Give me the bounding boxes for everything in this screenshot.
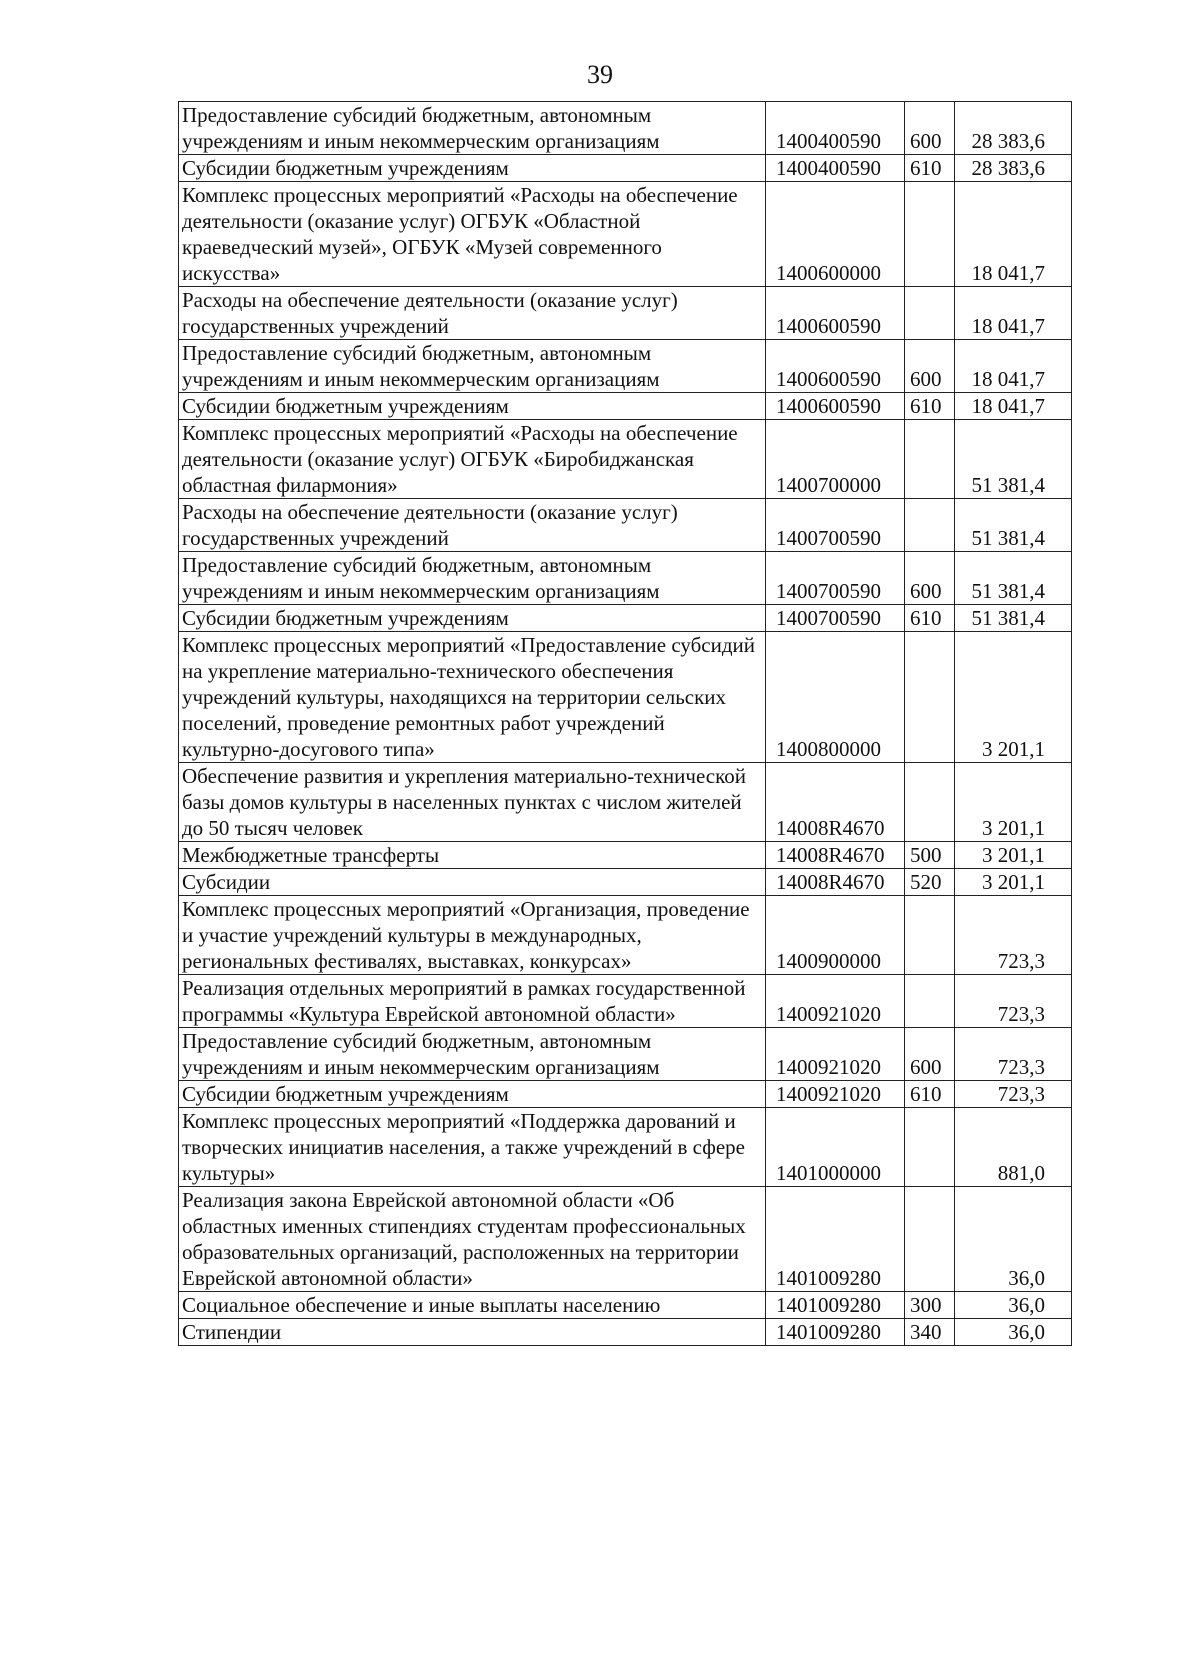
row-name-cell: Субсидии бюджетным учреждениям <box>179 155 766 182</box>
row-sum-cell: 36,0 <box>955 1319 1072 1346</box>
row-type-cell <box>905 420 955 499</box>
table-row <box>179 420 1072 499</box>
row-type-cell <box>905 287 955 340</box>
row-name-cell: Социальное обеспечение и иные выплаты населению <box>179 1292 766 1319</box>
row-sum-cell: 723,3 <box>955 896 1072 975</box>
table-row <box>179 340 1072 393</box>
row-code-cell: 1401009280 <box>766 1319 905 1346</box>
row-name-cell: Предоставление субсидий бюджетным, автономным учреждениям и иным некоммерческим организациям <box>179 102 766 155</box>
table-row <box>179 552 1072 605</box>
row-name-cell: Субсидии <box>179 869 766 896</box>
row-sum-cell: 36,0 <box>955 1187 1072 1292</box>
table-row <box>179 896 1072 975</box>
row-sum-cell: 18 041,7 <box>955 287 1072 340</box>
row-sum-cell: 3 201,1 <box>955 842 1072 869</box>
row-sum-cell: 3 201,1 <box>955 763 1072 842</box>
row-sum-cell: 723,3 <box>955 1028 1072 1081</box>
row-type-cell: 340 <box>905 1319 955 1346</box>
row-sum-cell: 51 381,4 <box>955 552 1072 605</box>
row-name-cell: Расходы на обеспечение деятельности (оказание услуг) государственных учреждений <box>179 287 766 340</box>
row-name-cell: Реализация отдельных мероприятий в рамках государственной программы «Культура Еврейской автономной области» <box>179 975 766 1028</box>
row-name-cell: Комплекс процессных мероприятий «Организация, проведение и участие учреждений культуры в международных, региональных фестивалях, выставках, конкурсах» <box>179 896 766 975</box>
row-sum-cell: 18 041,7 <box>955 340 1072 393</box>
row-type-cell: 610 <box>905 1081 955 1108</box>
row-sum-cell: 723,3 <box>955 1081 1072 1108</box>
row-name-cell: Реализация закона Еврейской автономной области «Об областных именных стипендиях студентам профессиональных образовательных организаций, расположенных на территории Еврейской автономной области» <box>179 1187 766 1292</box>
table-row <box>179 632 1072 763</box>
table-row <box>179 869 1072 896</box>
row-code-cell: 1400400590 <box>766 155 905 182</box>
table-row <box>179 975 1072 1028</box>
row-type-cell <box>905 1187 955 1292</box>
row-type-cell: 500 <box>905 842 955 869</box>
row-type-cell <box>905 896 955 975</box>
table-row <box>179 1187 1072 1292</box>
row-name-cell: Стипендии <box>179 1319 766 1346</box>
row-sum-cell: 18 041,7 <box>955 393 1072 420</box>
table-row <box>179 1292 1072 1319</box>
row-sum-cell: 51 381,4 <box>955 605 1072 632</box>
row-sum-cell: 28 383,6 <box>955 102 1072 155</box>
row-name-cell: Обеспечение развития и укрепления материально-технической базы домов культуры в населенных пунктах с числом жителей до 50 тысяч человек <box>179 763 766 842</box>
row-code-cell: 1400700590 <box>766 605 905 632</box>
row-type-cell: 300 <box>905 1292 955 1319</box>
row-code-cell: 1400921020 <box>766 975 905 1028</box>
row-code-cell: 14008R4670 <box>766 842 905 869</box>
row-code-cell: 1401000000 <box>766 1108 905 1187</box>
table-row <box>179 842 1072 869</box>
table-row <box>179 393 1072 420</box>
table-row <box>179 102 1072 155</box>
row-sum-cell: 51 381,4 <box>955 420 1072 499</box>
row-sum-cell: 723,3 <box>955 975 1072 1028</box>
row-type-cell <box>905 499 955 552</box>
table-row <box>179 287 1072 340</box>
row-code-cell: 1400700590 <box>766 499 905 552</box>
row-name-cell: Субсидии бюджетным учреждениям <box>179 1081 766 1108</box>
row-code-cell: 14008R4670 <box>766 763 905 842</box>
row-type-cell: 600 <box>905 340 955 393</box>
row-name-cell: Комплекс процессных мероприятий «Расходы на обеспечение деятельности (оказание услуг) ОГБУК «Биробиджанская областная филармония» <box>179 420 766 499</box>
row-type-cell: 600 <box>905 1028 955 1081</box>
table-row <box>179 1028 1072 1081</box>
row-name-cell: Комплекс процессных мероприятий «Предоставление субсидий на укрепление материально-технического обеспечения учреждений культуры, находящихся на территории сельских поселений, проведение ремонтных работ учреждений культурно-досугового типа» <box>179 632 766 763</box>
row-code-cell: 1400400590 <box>766 102 905 155</box>
row-name-cell: Предоставление субсидий бюджетным, автономным учреждениям и иным некоммерческим организациям <box>179 552 766 605</box>
row-type-cell: 600 <box>905 102 955 155</box>
row-type-cell <box>905 182 955 287</box>
page-number: 39 <box>587 60 613 89</box>
row-type-cell <box>905 632 955 763</box>
row-sum-cell: 18 041,7 <box>955 182 1072 287</box>
row-sum-cell: 36,0 <box>955 1292 1072 1319</box>
row-code-cell: 1400600590 <box>766 287 905 340</box>
row-sum-cell: 28 383,6 <box>955 155 1072 182</box>
row-sum-cell: 51 381,4 <box>955 499 1072 552</box>
row-sum-cell: 3 201,1 <box>955 869 1072 896</box>
row-name-cell: Предоставление субсидий бюджетным, автономным учреждениям и иным некоммерческим организациям <box>179 340 766 393</box>
row-name-cell: Расходы на обеспечение деятельности (оказание услуг) государственных учреждений <box>179 499 766 552</box>
row-code-cell: 1400700000 <box>766 420 905 499</box>
row-sum-cell: 881,0 <box>955 1108 1072 1187</box>
row-type-cell: 610 <box>905 393 955 420</box>
row-code-cell: 14008R4670 <box>766 869 905 896</box>
row-code-cell: 1400700590 <box>766 552 905 605</box>
table-row <box>179 499 1072 552</box>
table-body <box>179 102 1072 1346</box>
table-row <box>179 155 1072 182</box>
row-code-cell: 1400800000 <box>766 632 905 763</box>
row-code-cell: 1400900000 <box>766 896 905 975</box>
row-name-cell: Комплекс процессных мероприятий «Поддержка дарований и творческих инициатив населения, а также учреждений в сфере культуры» <box>179 1108 766 1187</box>
row-code-cell: 1400600590 <box>766 393 905 420</box>
row-name-cell: Межбюджетные трансферты <box>179 842 766 869</box>
row-type-cell <box>905 975 955 1028</box>
row-type-cell: 600 <box>905 552 955 605</box>
table-row <box>179 1108 1072 1187</box>
row-name-cell: Субсидии бюджетным учреждениям <box>179 393 766 420</box>
row-type-cell <box>905 1108 955 1187</box>
row-code-cell: 1401009280 <box>766 1187 905 1292</box>
budget-table <box>178 101 1072 1346</box>
row-code-cell: 1400921020 <box>766 1081 905 1108</box>
table-row <box>179 1081 1072 1108</box>
row-type-cell <box>905 763 955 842</box>
row-code-cell: 1401009280 <box>766 1292 905 1319</box>
row-type-cell: 610 <box>905 605 955 632</box>
table-row <box>179 605 1072 632</box>
row-code-cell: 1400921020 <box>766 1028 905 1081</box>
table-row <box>179 1319 1072 1346</box>
row-type-cell: 610 <box>905 155 955 182</box>
row-code-cell: 1400600000 <box>766 182 905 287</box>
row-sum-cell: 3 201,1 <box>955 632 1072 763</box>
table-row <box>179 182 1072 287</box>
row-type-cell: 520 <box>905 869 955 896</box>
row-name-cell: Комплекс процессных мероприятий «Расходы на обеспечение деятельности (оказание услуг) ОГБУК «Областной краеведческий музей», ОГБУК «Музей современного искусства» <box>179 182 766 287</box>
table-row <box>179 763 1072 842</box>
row-name-cell: Субсидии бюджетным учреждениям <box>179 605 766 632</box>
row-code-cell: 1400600590 <box>766 340 905 393</box>
row-name-cell: Предоставление субсидий бюджетным, автономным учреждениям и иным некоммерческим организациям <box>179 1028 766 1081</box>
